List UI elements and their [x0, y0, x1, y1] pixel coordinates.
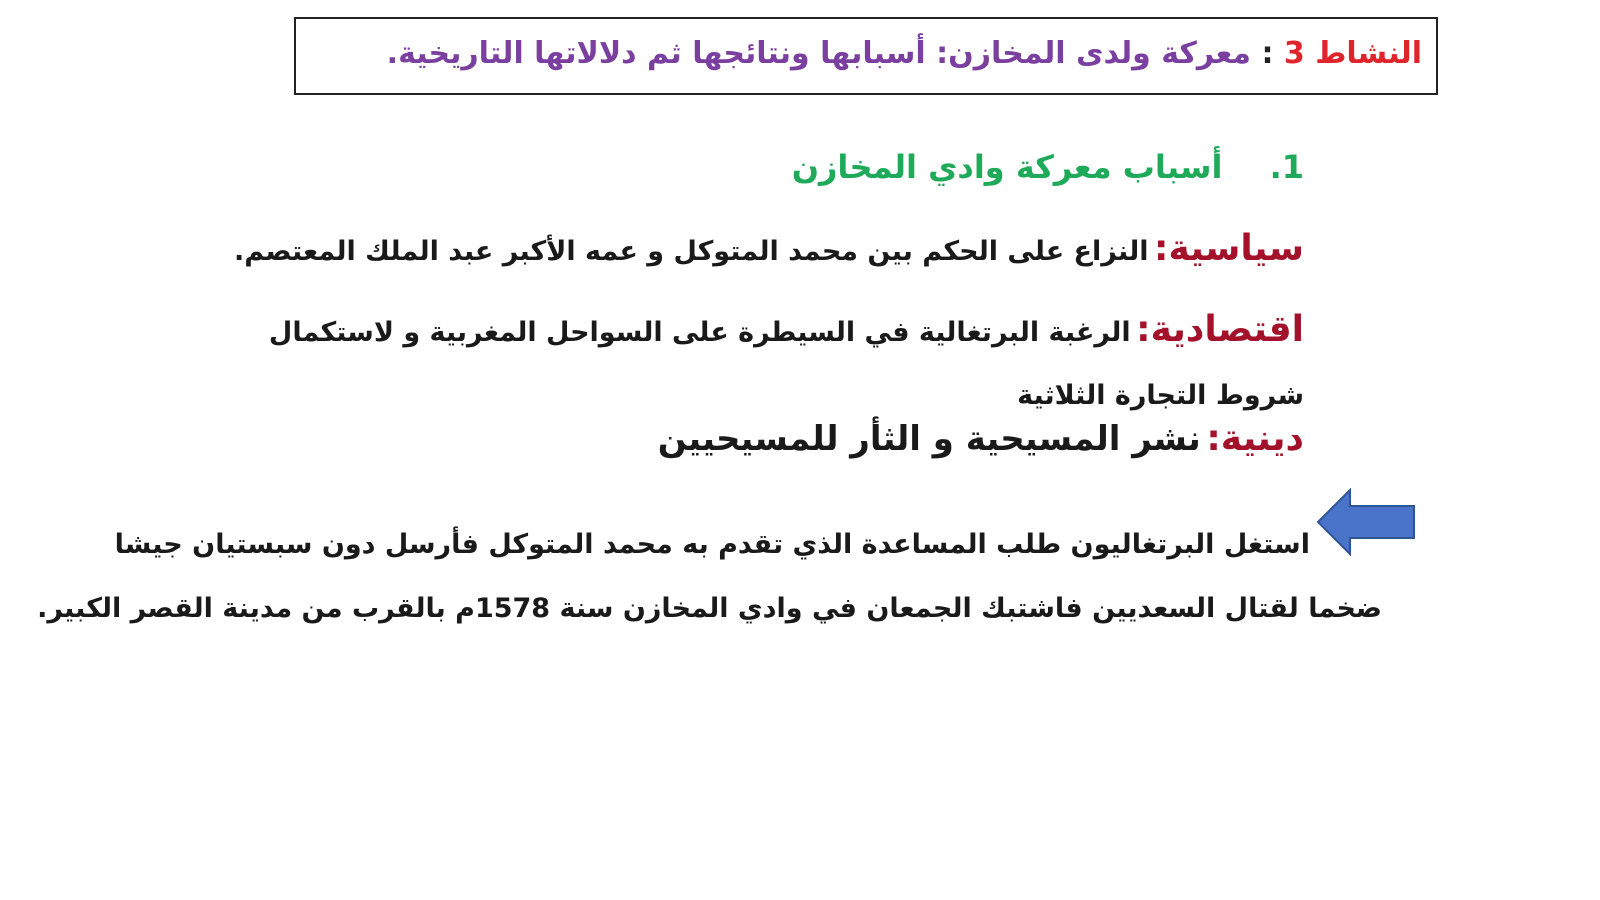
- cause-label-religious: دينية:: [1206, 418, 1304, 459]
- activity-title-box: [294, 17, 1438, 95]
- title-separator: :: [1261, 35, 1274, 71]
- activity-label: النشاط: [1315, 35, 1422, 71]
- cause-political: [234, 228, 1304, 269]
- left-arrow-icon: [1316, 488, 1416, 556]
- section-heading-text: أسباب معركة وادي المخازن: [791, 148, 1223, 186]
- cause-text-religious: نشر المسيحية و الثأر للمسيحيين: [657, 419, 1201, 459]
- activity-topic: معركة ولدى المخازن: أسبابها ونتائجها ثم دلالاتها التاريخية.: [386, 35, 1252, 71]
- section-heading: [792, 148, 1304, 186]
- cause-label-political: سياسية:: [1154, 228, 1304, 269]
- battle-paragraph: [37, 513, 1382, 641]
- cause-text-political: النزاع على الحكم بين محمد المتوكل و عمه الأكبر عبد الملك المعتصم.: [233, 236, 1149, 267]
- cause-religious: [658, 418, 1304, 459]
- paragraph-line-2: ضخما لقتال السعديين فاشتبك الجمعان في وادي المخازن سنة 1578م بالقرب من مدينة القصر الكبير.: [37, 593, 1382, 624]
- paragraph-line-1: استغل البرتغاليون طلب المساعدة الذي تقدم به محمد المتوكل فأرسل دون سبستيان جيشا: [114, 529, 1310, 560]
- cause-text-economic: الرغبة البرتغالية في السيطرة على السواحل المغربية و لاستكمال شروط التجارة الثلاثية: [268, 317, 1304, 411]
- left-arrow-shape: [1318, 490, 1414, 554]
- activity-number: 3: [1283, 35, 1305, 71]
- section-number: 1.: [1269, 148, 1304, 186]
- activity-title: [387, 36, 1422, 71]
- cause-economic: [174, 300, 1304, 429]
- cause-label-economic: اقتصادية:: [1136, 309, 1304, 350]
